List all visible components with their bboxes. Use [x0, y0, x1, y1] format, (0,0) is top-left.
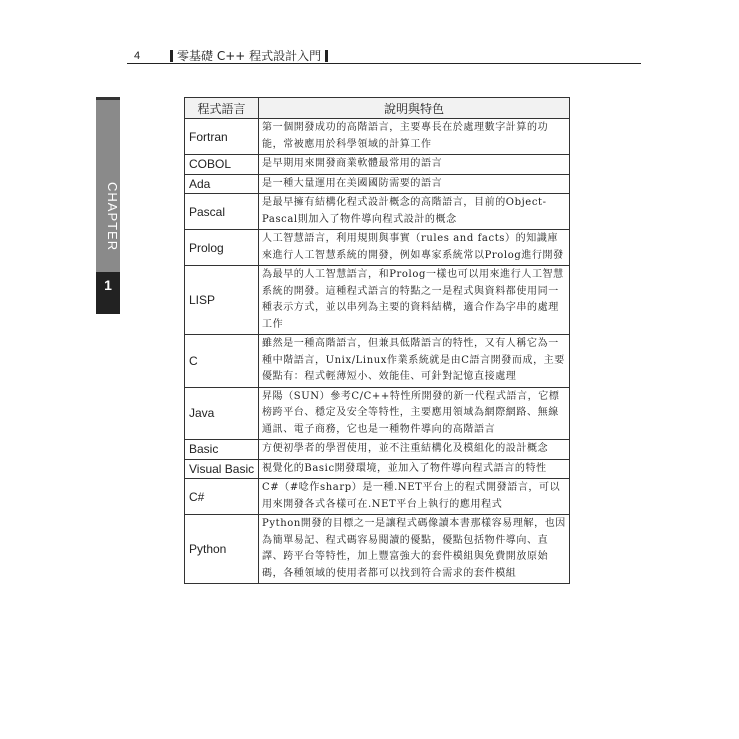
language-name: Python: [185, 515, 259, 584]
table-row: [185, 194, 570, 230]
table-row: [185, 335, 570, 388]
language-name: C: [185, 335, 259, 388]
language-description: 人工智慧語言，利用規則與事實（rules and facts）的知識庫來進行人工智慧系統的開發，例如專家系統常以Prolog進行開發: [259, 230, 570, 266]
language-description: C#（#唸作sharp）是一種.NET平台上的程式開發語言，可以用來開發各式各樣可在.NET平台上執行的應用程式: [259, 479, 570, 515]
table-row: [185, 440, 570, 460]
language-name: Fortran: [185, 119, 259, 155]
language-description: 第一個開發成功的高階語言，主要專長在於處理數字計算的功能，常被應用於科學領域的計算工作: [259, 119, 570, 155]
language-description: 方便初學者的學習使用，並不注重結構化及模組化的設計概念: [259, 440, 570, 460]
table-row: [185, 155, 570, 175]
language-name: LISP: [185, 266, 259, 335]
language-description: 雖然是一種高階語言，但兼具低階語言的特性，又有人稱它為一種中階語言，Unix/Linux作業系統就是由C語言開發而成，主要優點有：程式輕薄短小、效能佳、可針對記憶直接處理: [259, 335, 570, 388]
table-row: [185, 119, 570, 155]
header-language: 程式語言: [185, 98, 259, 119]
language-name: Java: [185, 387, 259, 440]
header-rule: [127, 63, 641, 64]
table-row: [185, 459, 570, 479]
language-name: Prolog: [185, 230, 259, 266]
language-description: Python開發的目標之一是讓程式碼像讀本書那樣容易理解，也因為簡單易記、程式碼容易閱讀的優點，優點包括物件導向、直譯、跨平台等特性，加上豐富強大的套件模組與免費開放原始碼，各種領域的使用者都可以找到符合需求的套件模組: [259, 515, 570, 584]
language-name: Ada: [185, 174, 259, 194]
page-number: 4: [134, 50, 141, 62]
language-description: 是一種大量運用在美國國防需要的語言: [259, 174, 570, 194]
table-row: [185, 387, 570, 440]
table-row: [185, 479, 570, 515]
table-row: [185, 515, 570, 584]
language-description: 是最早擁有結構化程式設計概念的高階語言，目前的Object-Pascal則加入了物件導向程式設計的概念: [259, 194, 570, 230]
table-row: [185, 266, 570, 335]
language-description: 為最早的人工智慧語言，和Prolog一樣也可以用來進行人工智慧系統的開發。這種程式語言的特點之一是程式與資料都使用同一種表示方式，並以串列為主要的資料結構，適合作為字串的處理工作: [259, 266, 570, 335]
language-table: [184, 97, 570, 584]
header-bar-right: [325, 50, 328, 62]
language-name: Visual Basic: [185, 459, 259, 479]
header-description: 說明與特色: [259, 98, 570, 119]
table-row: [185, 230, 570, 266]
language-description: 昇陽（SUN）參考C/C++特性所開發的新一代程式語言，它標榜跨平台、穩定及安全等特性，主要應用領域為網際網路、無線通訊、電子商務，它也是一種物件導向的高階語言: [259, 387, 570, 440]
language-name: Pascal: [185, 194, 259, 230]
chapter-label: CHAPTER: [105, 182, 120, 252]
table-row: [185, 174, 570, 194]
language-description: 視覺化的Basic開發環境，並加入了物件導向程式語言的特性: [259, 459, 570, 479]
book-title: 零基礎 C++ 程式設計入門: [177, 49, 322, 63]
chapter-tab: [96, 97, 120, 275]
language-description: 是早期用來開發商業軟體最常用的語言: [259, 155, 570, 175]
chapter-number: 1: [96, 272, 120, 314]
table-header-row: [185, 98, 570, 119]
running-header: [170, 47, 328, 64]
header-bar-left: [170, 50, 173, 62]
language-name: COBOL: [185, 155, 259, 175]
language-name: Basic: [185, 440, 259, 460]
language-name: C#: [185, 479, 259, 515]
